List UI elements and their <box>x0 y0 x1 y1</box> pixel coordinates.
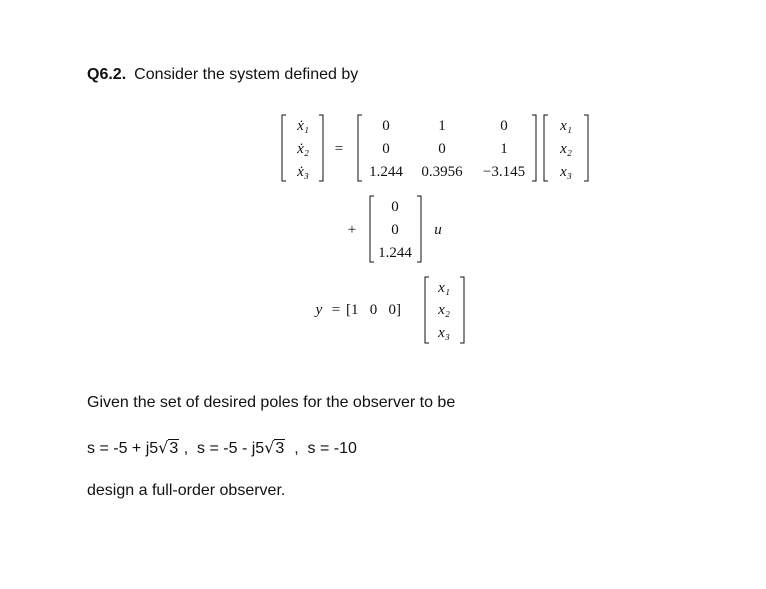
pole-1-prefix: s = -5 + j5 <box>87 440 159 457</box>
y-x-vec-3: x₃ <box>438 325 450 341</box>
plus-sign: + <box>347 222 357 238</box>
instruction-text: design a full-order observer. <box>87 482 286 499</box>
a-r1c1: 0 <box>382 118 390 134</box>
question-number: Q6.2. <box>87 66 127 83</box>
a-r2c3: 1 <box>500 141 508 157</box>
a-r2c2: 0 <box>438 141 446 157</box>
input-u: u <box>434 222 442 238</box>
x-vec-1: x₁ <box>560 118 572 134</box>
x-vec-3: x₃ <box>560 164 572 180</box>
a-r1c2: 1 <box>438 118 446 134</box>
pole-2-radicand: 3 <box>275 440 285 457</box>
poles-list <box>87 438 357 458</box>
lhs-xdot3: ẋ₃ <box>297 164 309 180</box>
question-prompt: Consider the system defined by <box>134 66 359 83</box>
equals-sign: = <box>334 141 344 157</box>
b-r2: 0 <box>391 222 399 238</box>
y-x-vec-1: x₁ <box>438 280 450 296</box>
sqrt-symbol-2: √3 <box>264 438 285 457</box>
pole-3: , s = -10 <box>285 440 357 457</box>
pole-1-radicand: 3 <box>169 440 179 457</box>
pole-2-prefix: , s = -5 - j5 <box>179 440 265 457</box>
a-r3c2: 0.3956 <box>421 164 463 180</box>
a-r3c3: −3.145 <box>482 164 526 180</box>
b-r1: 0 <box>391 199 399 215</box>
x-vec-2: x₂ <box>560 141 572 157</box>
output-y: y <box>315 302 323 318</box>
y-x-vec-2: x₂ <box>438 302 450 318</box>
c-row-matrix: [1 0 0] <box>346 302 401 318</box>
output-equals: = <box>331 302 341 318</box>
sqrt-symbol-1: √3 <box>158 438 179 457</box>
lhs-xdot2: ẋ₂ <box>297 141 309 157</box>
lhs-xdot1: ẋ₁ <box>297 118 309 134</box>
poles-intro: Given the set of desired poles for the observer to be <box>87 394 456 411</box>
a-r2c1: 0 <box>382 141 390 157</box>
a-r1c3: 0 <box>500 118 508 134</box>
a-r3c1: 1.244 <box>369 164 403 180</box>
b-r3: 1.244 <box>378 245 412 261</box>
